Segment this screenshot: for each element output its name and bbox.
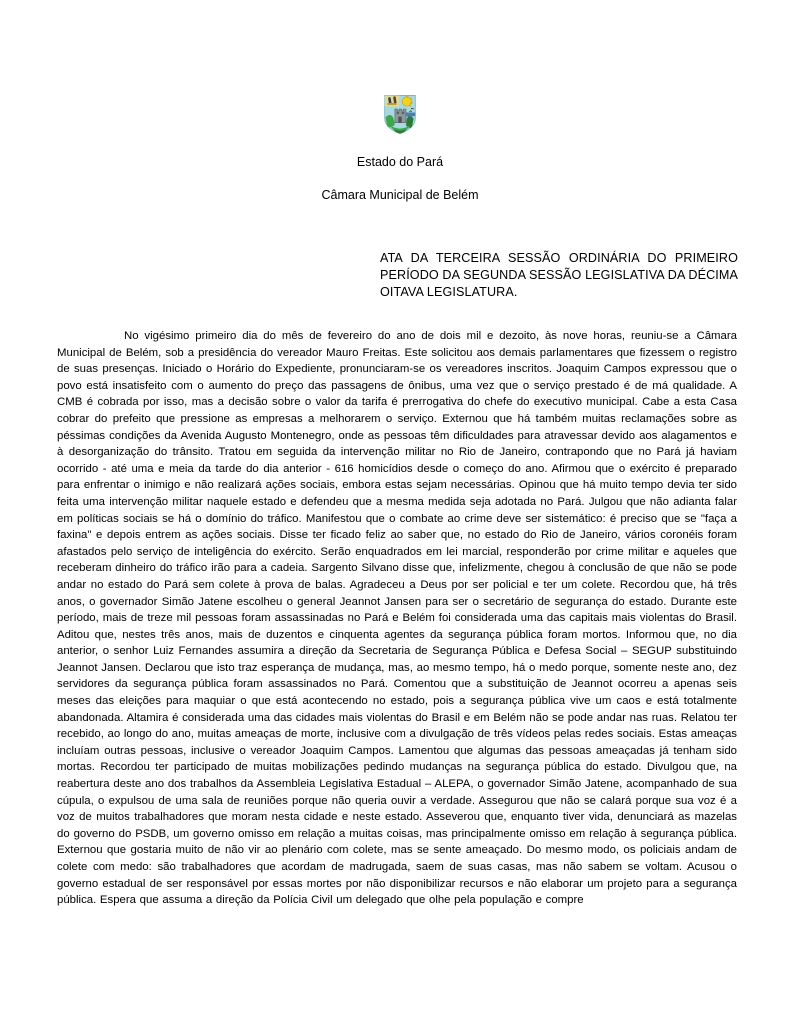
header-state: Estado do Pará xyxy=(356,155,444,169)
belem-coat-of-arms-icon xyxy=(383,92,417,138)
minutes-body-paragraph: No vigésimo primeiro dia do mês de fevereiro do ano de dois mil e dezoito, às nove horas, reuniu-se a Câmara Municipal de Belém, sob a presidência do vereador Mauro Freitas. Este solicitou aos demais parlamentares que fizessem o registro de suas presenças. Iniciado o Horário do Expediente, pronunciaram-se os vereadores inscritos. Joaquim Campos expressou que o povo está insatisfeito com o aumento do preço das passagens de ônibus, uma vez que o serviço prestado é de má qualidade. A CMB é cobrada por isso, mas a decisão sobre o valor da tarifa é prerrogativa do chefe do executivo municipal. Cabe a esta Casa cobrar do prefeito que pressione as empresas a melhorarem o serviço. Externou que há também muitas reclamações sobre as péssimas condições da Avenida Augusto Montenegro, onde as pessoas têm dificuldades para atravessar devido aos alagamentos e à desorganização do trânsito. Tratou em seguida da intervenção militar no Rio de Janeiro, contrapondo que no Pará já haviam ocorrido - até uma e meia da tarde do dia anterior - 616 homicídios desde o começo do ano. Afirmou que o exército é preparado para enfrentar o inimigo e não realizará ações sociais, embora estas sejam necessárias. Opinou que há muito tempo devia ter sido feita uma intervenção militar naquele estado e defendeu que a mesma medida seja adotada no Pará. Julgou que não adianta falar em políticas sociais se há o domínio do tráfico. Manifestou que o combate ao crime deve ser sistemático: é preciso que se "faça a faxina" e depois entrem as ações sociais. Disse ter ficado feliz ao saber que, no estado do Rio de Janeiro, vários coronéis foram afastados pelo serviço de inteligência do exército. Serão enquadrados em lei marcial, responderão por crime militar e aqueles que receberam dinheiro do tráfico irão para a cadeia. Sargento Silvano disse que, infelizmente, chegou à conclusão de que não se pode andar no estado do Pará sem colete à prova de balas. Agradeceu a Deus por ser policial e ter um colete. Recordou que, há três anos, o governador Simão Jatene escolheu o general Jeannot Jansen para ser o secretário de segurança do estado. Durante este período, mais de treze mil pessoas foram assassinadas no Pará e Belém foi considerada uma das capitais mais violentas do Brasil. Aditou que, nestes três anos, mais de duzentos e cinquenta agentes da segurança pública foram mortos. Informou que, no dia anterior, o senhor Luiz Fernandes assumira a direção da Secretaria de Segurança Pública e Defesa Social – SEGUP substituindo Jeannot Jansen. Declarou que isto traz esperança de mudança, mas, ao mesmo tempo, há o medo porque, somente neste ano, dez servidores da segurança pública foram assassinados no Pará. Comentou que a substituição de Jeannot ocorreu a apenas seis meses das eleições para maquiar o que está acontecendo no estado, pois a segurança pública vive um caos e está totalmente abandonada. Altamira é considerada uma das cidades mais violentas do Brasil e em Belém não se pode andar nas ruas. Relatou ter recebido, ao longo do ano, muitas ameaças de morte, inclusive com a divulgação de três vídeos pelas redes sociais. Estas ameaças incluíam outras pessoas, inclusive o vereador Joaquim Campos. Lamentou que algumas das pessoas ameaçadas já tenham sido mortas. Recordou ter participado de muitas mobilizações pedindo mudanças na segurança pública do estado. Divulgou que, na reabertura deste ano dos trabalhos da Assembleia Legislativa Estadual – ALEPA, o governador Simão Jatene, acompanhado de sua cúpula, o expulsou de uma sala de reuniões porque não queria ouvir a verdade. Assegurou que não se calará porque sua voz é a voz de muitos trabalhadores que moram nesta cidade e neste estado. Asseverou que, enquanto tiver vida, denunciará as mazelas do governo do PSDB, um governo omisso em relação a muitas coisas, mas principalmente omisso em relação à segurança pública. Externou que gostaria muito de não vir ao plenário com colete, mas se sente ameaçado. Do mesmo modo, os policiais andam de colete com medo: são trabalhadores que acordam de madrugada, saem de suas casas, mas não sabem se voltam. Acusou o governo estadual de ser responsável por essas mortes por não disponibilizar recursos e não elaborar um projeto para a segurança pública. Espera que assuma a direção da Polícia Civil um delegado que olhe pela população e compre xyxy=(57,330,737,907)
session-title: ATA DA TERCEIRA SESSÃO ORDINÁRIA DO PRIMEIRO PERÍODO DA SEGUNDA SESSÃO LEGISLATIVA DA DÉCIMA OITAVA LEGISLATURA. xyxy=(380,251,738,299)
header-institution: Câmara Municipal de Belém xyxy=(321,188,479,202)
